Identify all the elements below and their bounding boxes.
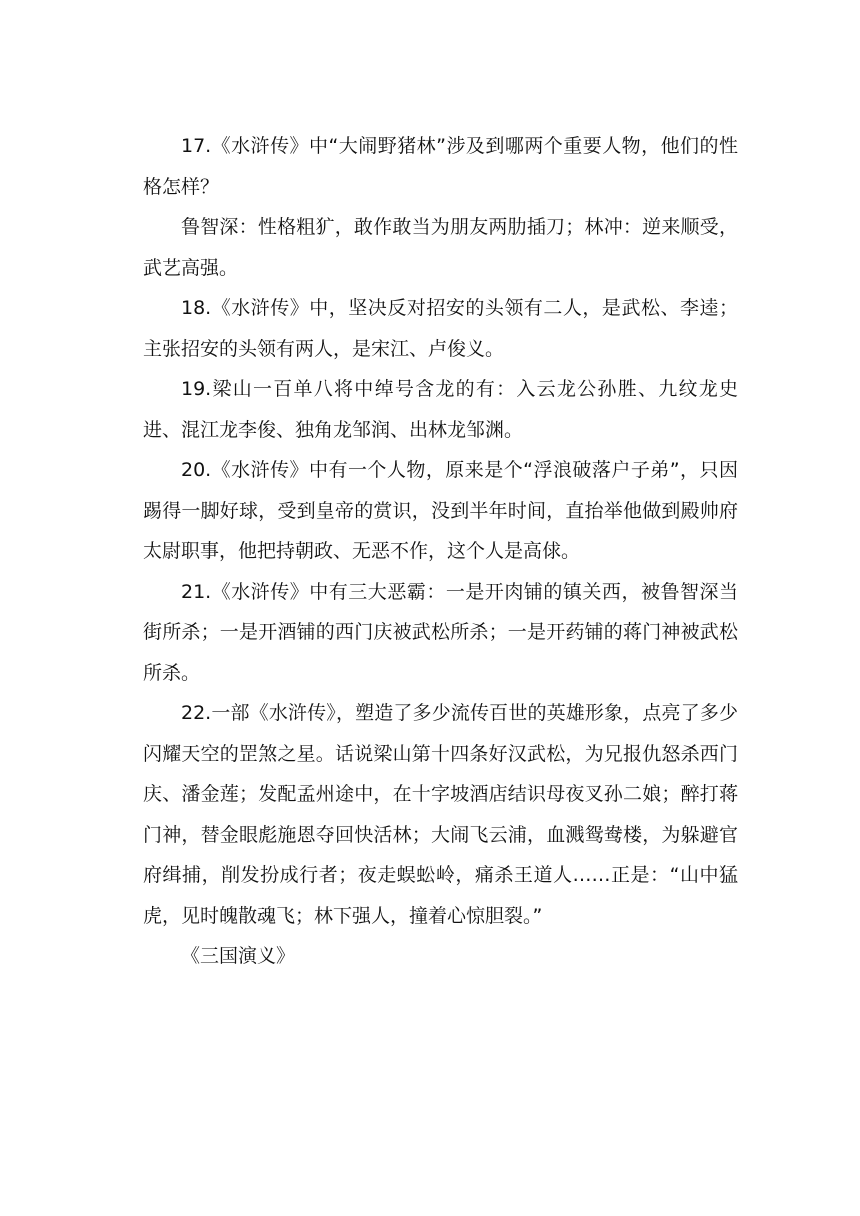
answer-17: 鲁智深：性格粗犷，敢作敢当为朋友两肋插刀；林冲：逆来顺受，武艺高强。 [143,216,738,279]
item-22: 22.一部《水浒传》，塑造了多少流传百世的英雄形象，点亮了多少闪耀天空的罡煞之星。话说梁山第十四条好汉武松，为兄报仇怒杀西门庆、潘金莲；发配孟州途中，在十字坡酒店结识母夜叉孙二娘；醉打蒋门神，替金眼彪施恩夺回快活林；大闹飞云浦，血溅鸳鸯楼，为躲避官府缉捕，削发扮成行者；夜走蜈蚣岭，痛杀王道人……正是：“山中猛虎，见时魄散魂飞；林下强人，撞着心惊胆裂。” [143,702,738,927]
document-body [143,126,738,977]
question-17: 17.《水浒传》中“大闹野猪林”涉及到哪两个重要人物，他们的性格怎样？ [143,135,738,198]
section-heading: 《三国演义》 [181,945,296,967]
item-19: 19.梁山一百单八将中绰号含龙的有：入云龙公孙胜、九纹龙史进、混江龙李俊、独角龙邹润、出林龙邹渊。 [143,378,738,441]
item-20: 20.《水浒传》中有一个人物，原来是个“浮浪破落户子弟”，只因踢得一脚好球，受到皇帝的赏识，没到半年时间，直抬举他做到殿帅府太尉职事，他把持朝政、无恶不作，这个人是高俅。 [143,459,738,562]
item-18: 18.《水浒传》中，坚决反对招安的头领有二人，是武松、李逵；主张招安的头领有两人，是宋江、卢俊义。 [143,297,738,360]
item-21: 21.《水浒传》中有三大恶霸：一是开肉铺的镇关西，被鲁智深当街所杀；一是开酒铺的西门庆被武松所杀；一是开药铺的蒋门神被武松所杀。 [143,580,738,684]
